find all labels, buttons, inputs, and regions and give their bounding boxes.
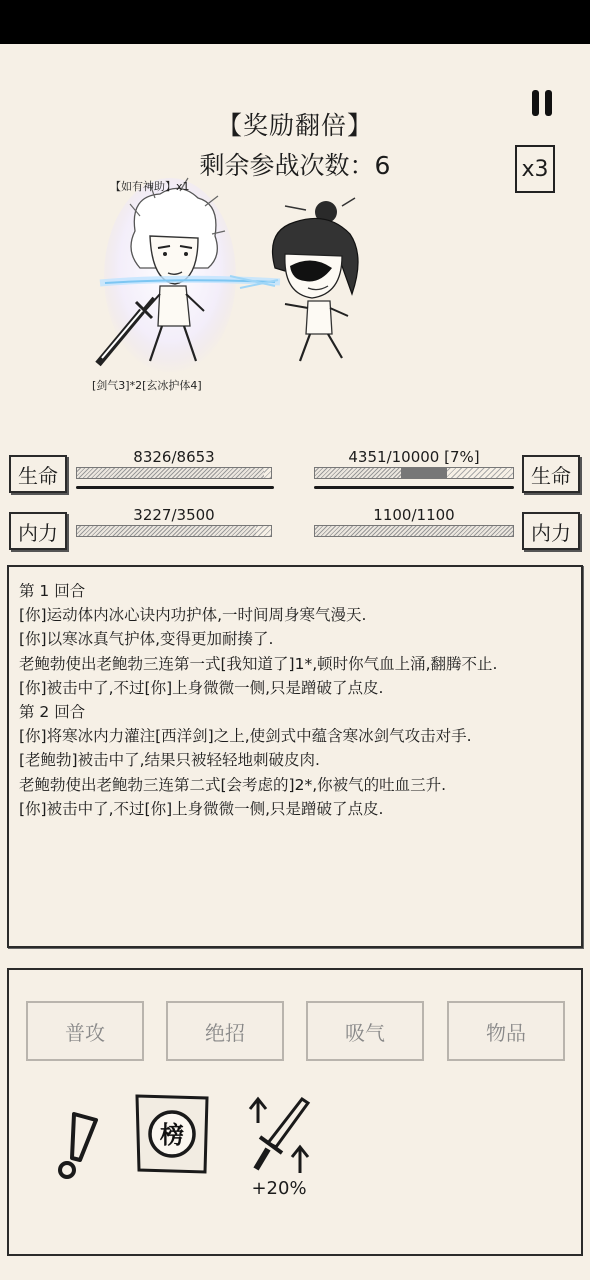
items-button[interactable]: 物品 bbox=[447, 1001, 565, 1061]
combat-log[interactable] bbox=[7, 565, 583, 948]
player-hp-underline bbox=[76, 486, 274, 489]
enemy-hp-label: 生命 bbox=[522, 455, 580, 493]
enemy-mp-value: 1100/1100 bbox=[373, 506, 455, 524]
enemy-mp-fill bbox=[315, 526, 513, 536]
breathe-button[interactable]: 吸气 bbox=[306, 1001, 424, 1061]
log-line: 老鲍勃使出老鲍勃三连第二式[会考虑的]2*,你被气的吐血三升. bbox=[19, 775, 447, 794]
enemy-mp-label: 内力 bbox=[522, 512, 580, 550]
speed-button[interactable]: x3 bbox=[515, 145, 555, 193]
enemy-hp-bar bbox=[314, 467, 514, 479]
sword-upgrade-icon[interactable] bbox=[246, 1093, 316, 1179]
log-line: [你]被击中了,不过[你]上身微微一侧,只是蹭破了点皮. bbox=[19, 799, 384, 818]
log-line: [老鲍勃]被击中了,结果只被轻轻地刺破皮肉. bbox=[19, 751, 320, 770]
enemy-hp-fill bbox=[315, 468, 401, 478]
log-line: 老鲍勃使出老鲍勃三连第一式[我知道了]1*,顿时你气血上涌,翻腾不止. bbox=[19, 654, 498, 673]
attack-button[interactable]: 普攻 bbox=[26, 1001, 144, 1061]
log-line: [你]以寒冰真气护体,变得更加耐揍了. bbox=[19, 630, 274, 649]
enemy-character bbox=[273, 198, 359, 361]
status-bar bbox=[0, 0, 590, 44]
player-hp-value: 8326/8653 bbox=[133, 448, 215, 466]
player-hp-label: 生命 bbox=[9, 455, 67, 493]
ultimate-button[interactable]: 绝招 bbox=[166, 1001, 284, 1061]
rank-icon bbox=[134, 1093, 210, 1175]
battle-scene bbox=[80, 176, 360, 406]
player-mp-fill bbox=[77, 526, 256, 536]
enemy-hp-value: 4351/10000 [7%] bbox=[348, 448, 480, 466]
log-line: 第 2 回合 bbox=[19, 703, 86, 722]
player-buff-top: 【如有神助】x1 bbox=[110, 180, 190, 193]
enemy-mp-bar bbox=[314, 525, 514, 537]
log-line: 第 1 回合 bbox=[19, 582, 86, 600]
enemy-hp-underline bbox=[314, 486, 514, 489]
enemy-hp-lost bbox=[401, 468, 447, 478]
sword-bonus-text: +20% bbox=[251, 1178, 307, 1199]
player-mp-label: 内力 bbox=[9, 512, 67, 550]
alert-icon[interactable] bbox=[52, 1110, 102, 1180]
player-mp-bar bbox=[76, 525, 272, 537]
log-line: [你]将寒冰内力灌注[西洋剑]之上,使剑式中蕴含寒冰剑气攻击对手. bbox=[19, 727, 472, 746]
player-hp-fill bbox=[77, 468, 264, 478]
pause-button[interactable] bbox=[526, 88, 558, 120]
player-hp-bar bbox=[76, 467, 272, 479]
rank-glyph: 榜 bbox=[160, 1121, 184, 1149]
log-line: [你]被击中了,不过[你]上身微微一侧,只是蹭破了点皮. bbox=[19, 678, 384, 697]
log-line: [你]运动体内冰心诀内功护体,一时间周身寒气漫天. bbox=[19, 606, 367, 625]
player-buff-bottom: [剑气3]*2[玄冰护体4] bbox=[92, 379, 202, 392]
remaining-battles: 剩余参战次数：6 bbox=[199, 151, 391, 180]
reward-title: 【奖励翻倍】 bbox=[216, 111, 373, 140]
rank-button[interactable] bbox=[134, 1093, 210, 1175]
player-mp-value: 3227/3500 bbox=[133, 506, 215, 524]
